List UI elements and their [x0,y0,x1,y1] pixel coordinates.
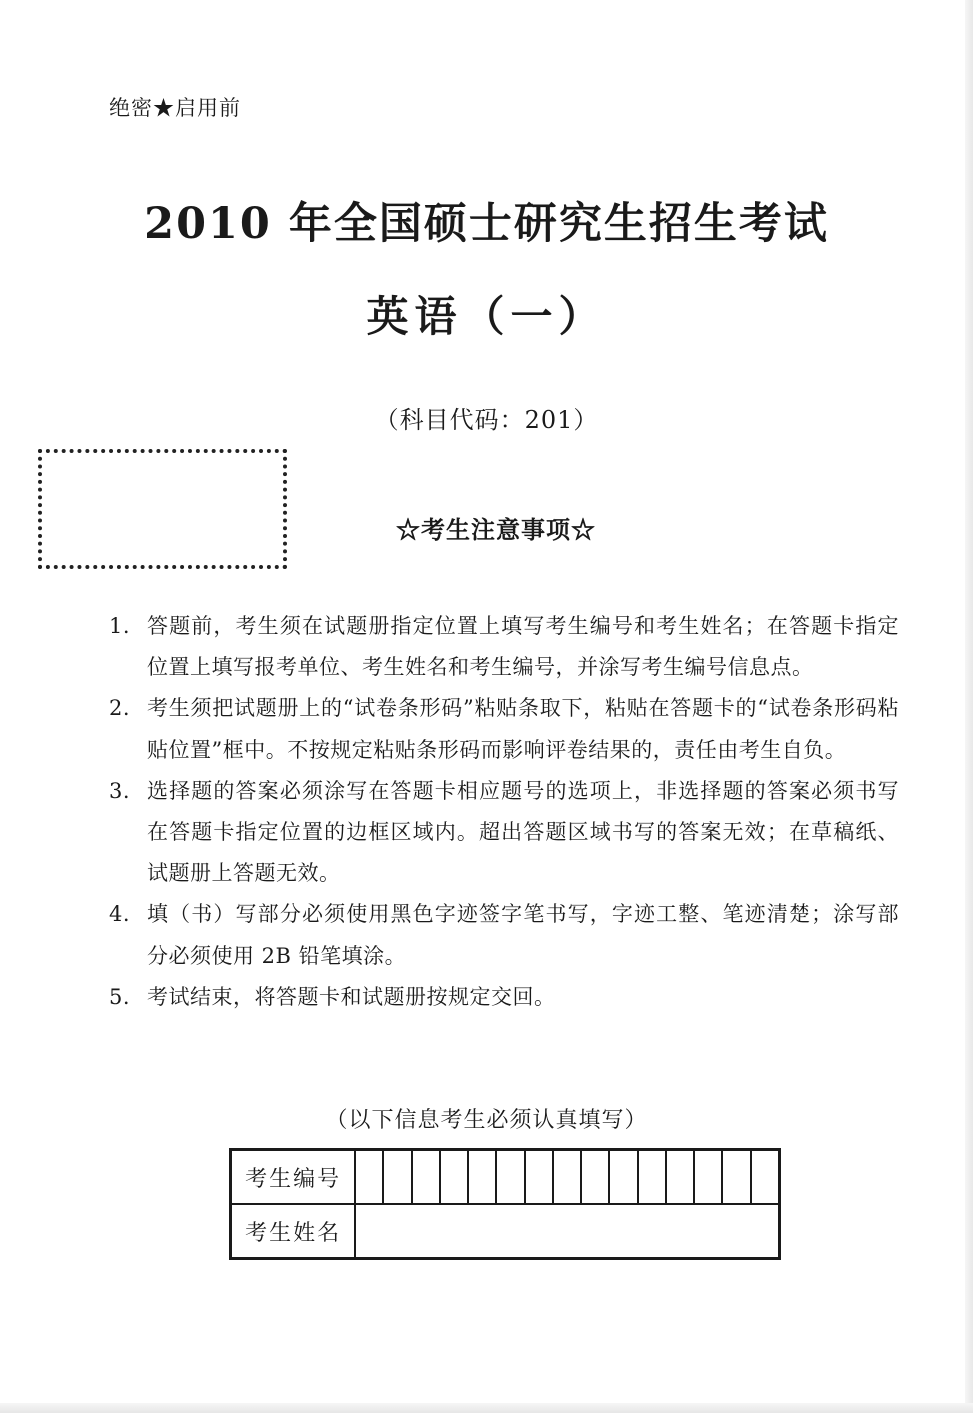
notice-list [109,606,899,1018]
confidential-label: 绝密★启用前 [109,96,241,120]
notice-item [109,606,899,688]
notice-item-number: 5. [109,984,131,1009]
notice-item-text: 答题前，考生须在试题册指定位置上填写考生编号和考生姓名；在答题卡指定位置上填写报考单位、考生姓名和考生编号，并涂写考生编号信息点。 [147,614,899,680]
subject-code: （科目代码：201） [374,406,599,434]
notice-item-text: 考试结束，将答题卡和试题册按规定交回。 [147,984,556,1009]
subject-title: 英语（一） [366,292,607,341]
candidate-name-label: 考生姓名 [231,1204,356,1259]
notice-item-number: 4. [109,902,131,927]
candidate-number-digit-box[interactable] [383,1150,411,1205]
notice-item [109,977,899,1018]
candidate-number-digit-box[interactable] [581,1150,609,1205]
candidate-number-digit-box[interactable] [468,1150,496,1205]
candidate-number-label: 考生编号 [231,1150,356,1205]
candidate-number-digit-box[interactable] [722,1150,750,1205]
fill-instruction: （以下信息考生必须认真填写） [325,1108,648,1133]
candidate-name-row [231,1204,780,1259]
candidate-number-digit-box[interactable] [440,1150,468,1205]
candidate-number-digit-box[interactable] [553,1150,581,1205]
notice-item-number: 2. [109,696,131,721]
candidate-number-digit-box[interactable] [525,1150,553,1205]
candidate-number-digit-box[interactable] [412,1150,440,1205]
candidate-number-digit-box[interactable] [638,1150,666,1205]
notice-item-text: 考生须把试题册上的“试卷条形码”粘贴条取下，粘贴在答题卡的“试卷条形码粘贴位置”框中。不按规定粘贴条形码而影响评卷结果的，责任由考生自负。 [147,696,899,762]
page-edge [0,1403,973,1413]
candidate-number-digit-box[interactable] [666,1150,694,1205]
candidate-name-field[interactable] [355,1204,779,1259]
notice-heading: ☆考生注意事项☆ [396,515,596,544]
notice-item-number: 3. [109,778,131,803]
candidate-number-digit-box[interactable] [694,1150,722,1205]
exam-title: 2010 年全国硕士研究生招生考试 [144,199,829,249]
notice-item-text: 填（书）写部分必须使用黑色字迹签字笔书写，字迹工整、笔迹清楚；涂写部分必须使用 2B 铅笔填涂。 [147,902,899,968]
notice-item [109,688,899,770]
candidate-info-table [229,1148,781,1260]
notice-item-text: 选择题的答案必须涂写在答题卡相应题号的选项上，非选择题的答案必须书写在答题卡指定位置的边框区域内。超出答题区域书写的答案无效；在草稿纸、试题册上答题无效。 [147,778,899,886]
candidate-number-digit-box[interactable] [609,1150,637,1205]
candidate-number-digit-box[interactable] [751,1150,780,1205]
candidate-number-row [231,1150,780,1205]
candidate-number-digit-box[interactable] [496,1150,524,1205]
notice-item [109,771,899,895]
notice-item-number: 1. [109,614,131,638]
notice-item [109,894,899,976]
candidate-number-digit-box[interactable] [355,1150,383,1205]
barcode-sticker-area [38,449,287,569]
